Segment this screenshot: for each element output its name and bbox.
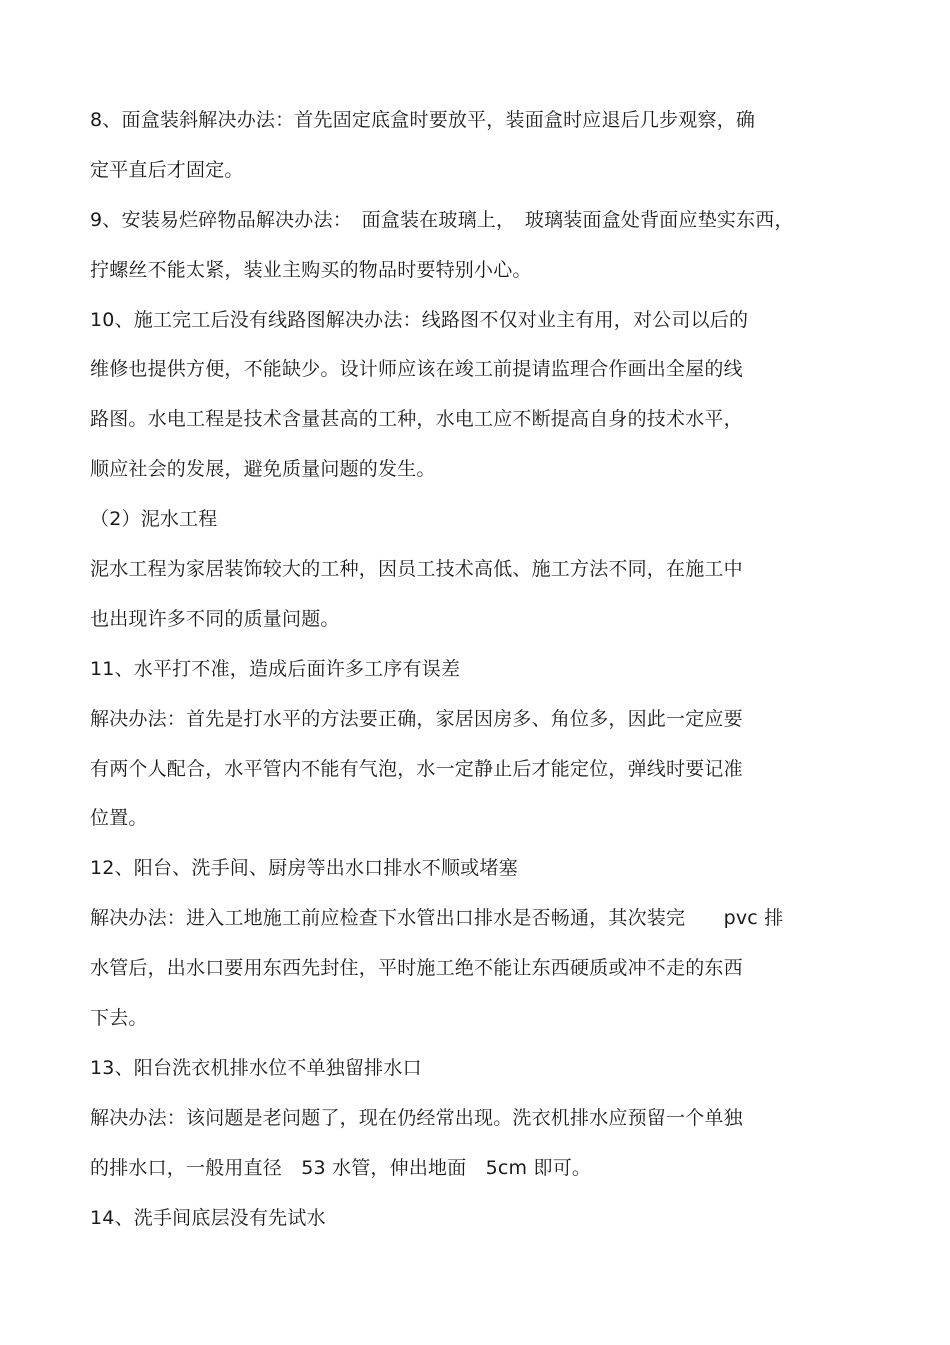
text-line: 10、施工完工后没有线路图解决办法：线路图不仅对业主有用，对公司以后的 (90, 309, 749, 331)
text-line: 位置。 (90, 807, 148, 829)
text-line: 11、水平打不准，造成后面许多工序有误差 (90, 658, 461, 680)
text-line: 水管后，出水口要用东西先封住，平时施工绝不能让东西硬质或冲不走的东西 (90, 957, 743, 979)
text-line: 顺应社会的发展，避免质量问题的发生。 (90, 458, 436, 480)
text-line: 有两个人配合，水平管内不能有气泡，水一定静止后才能定位，弹线时要记准 (90, 758, 743, 780)
text-line: 解决办法：进入工地施工前应检查下水管出口排水是否畅通，其次装完 pvc 排 (90, 907, 784, 929)
text-line: 8、面盒装斜解决办法：首先固定底盒时要放平，装面盒时应退后几步观察，确 (90, 109, 756, 131)
text-line: 路图。水电工程是技术含量甚高的工种，水电工应不断提高自身的技术水平， (90, 408, 743, 430)
text-line: 拧螺丝不能太紧，装业主购买的物品时要特别小心。 (90, 259, 532, 281)
text-line: 的排水口，一般用直径 53 水管，伸出地面 5cm 即可。 (90, 1157, 592, 1179)
text-line: 9、安装易烂碎物品解决办法： 面盒装在玻璃上， 玻璃装面盒处背面应垫实东西， (90, 209, 794, 231)
text-line: 13、阳台洗衣机排水位不单独留排水口 (90, 1057, 422, 1079)
text-line: 14、洗手间底层没有先试水 (90, 1207, 326, 1229)
text-line: 维修也提供方便，不能缺少。设计师应该在竣工前提请监理合作画出全屋的线 (90, 358, 743, 380)
text-line: 也出现许多不同的质量问题。 (90, 608, 340, 630)
text-line: 定平直后才固定。 (90, 159, 244, 181)
text-line: 12、阳台、洗手间、厨房等出水口排水不顺或堵塞 (90, 857, 518, 879)
text-line: 泥水工程为家居装饰较大的工种，因员工技术高低、施工方法不同，在施工中 (90, 558, 743, 580)
text-line: 解决办法：该问题是老问题了，现在仍经常出现。洗衣机排水应预留一个单独 (90, 1107, 743, 1129)
text-line: 下去。 (90, 1007, 148, 1029)
text-line: 解决办法：首先是打水平的方法要正确，家居因房多、角位多，因此一定应要 (90, 708, 743, 730)
section-heading: （2）泥水工程 (90, 508, 218, 530)
